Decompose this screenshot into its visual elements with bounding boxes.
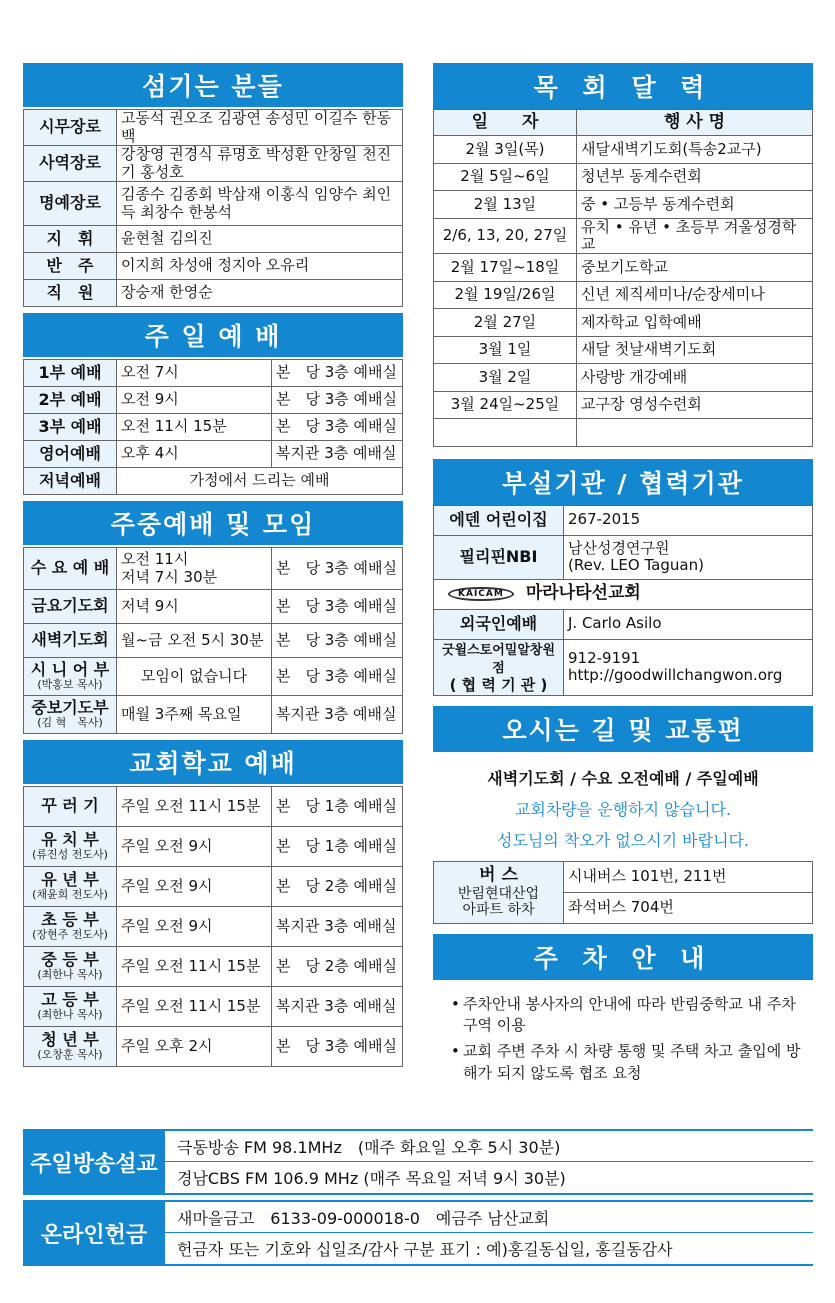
- calendar-event: 새달 첫날새벽기도회: [577, 336, 813, 364]
- sunday-place: 본 당 3층 예배실: [272, 414, 403, 441]
- school-place: 본 당 1층 예배실: [272, 787, 403, 827]
- directions-line3: 성도님의 착오가 없으시기 바랍니다.: [496, 830, 750, 850]
- school-time: 주일 오전 9시: [117, 907, 272, 947]
- calendar-event: 교구장 영성수련회: [577, 391, 813, 419]
- parking-list: [433, 980, 813, 1085]
- sunday-table: [23, 359, 403, 495]
- weekday-table: [23, 547, 403, 734]
- row-label: [434, 535, 564, 579]
- serving-names: 장숭재 한영순: [117, 280, 403, 307]
- row-label-sub: (최한나 목사): [37, 1008, 103, 1022]
- institution-value: 남산성경연구원 (Rev. LEO Taguan): [564, 535, 813, 579]
- row-label-sub: (류진성 전도사): [32, 848, 108, 862]
- row-label: [24, 548, 117, 590]
- table-row: [24, 441, 403, 468]
- parking-item: [451, 1041, 805, 1085]
- table-row: [24, 907, 403, 947]
- table-row: [434, 609, 813, 639]
- calendar-date: 2/6, 13, 20, 27일: [434, 218, 577, 254]
- offering-line2: 헌금자 또는 기호와 십일조/감사 구분 표기 : 예)홍길동십일, 홍길동감사: [177, 1240, 673, 1259]
- serving-names: 강창영 권경식 류명호 박성환 안창일 천진기 홍성호: [117, 146, 403, 182]
- row-label-text: 청 년 부: [41, 1029, 99, 1049]
- row-label-text: 시 니 어 부: [30, 659, 110, 679]
- table-row: [24, 987, 403, 1027]
- school-time: 주일 오전 9시: [117, 867, 272, 907]
- table-row: [24, 468, 403, 495]
- left-column: [23, 63, 403, 1067]
- row-label-sub: (채윤희 전도사): [32, 888, 108, 902]
- calendar-event: 중보기도학교: [577, 254, 813, 282]
- institutions-table: [433, 505, 813, 696]
- row-label: [24, 658, 117, 696]
- serving-header: 섬기는 분들: [23, 63, 403, 107]
- row-label: [24, 907, 117, 947]
- table-row: [24, 226, 403, 253]
- serving-names: 이지희 차성애 정지아 오유리: [117, 253, 403, 280]
- calendar-event: 사랑방 개강예배: [577, 364, 813, 392]
- row-label-sub: (김 혁 목사): [37, 716, 103, 730]
- bus2: 좌석버스 704번: [564, 892, 813, 923]
- school-time: 주일 오전 11시 15분: [117, 787, 272, 827]
- serving-names: 고동석 권오조 김광연 송성민 이길수 한동백: [117, 110, 403, 146]
- weekday-time: 오전 11시 저녁 7시 30분: [117, 548, 272, 590]
- sunday-evening-name: 저녁예배: [24, 468, 117, 495]
- bullet-icon: •: [451, 994, 460, 1013]
- institution-value: 912-9191 http://goodwillchangwon.org: [564, 639, 813, 695]
- table-row: [24, 360, 403, 387]
- sunday-name: 1부 예배: [24, 360, 117, 387]
- table-row: [434, 163, 813, 191]
- calendar-event: 신년 제직세미나/순장세미나: [577, 281, 813, 309]
- row-label-sub: (최한나 목사): [37, 968, 103, 982]
- serving-role: 반 주: [24, 253, 117, 280]
- calendar-col-date: 일 자: [434, 110, 577, 136]
- row-label: [24, 624, 117, 658]
- table-row: [434, 419, 813, 447]
- table-row: [434, 254, 813, 282]
- serving-names: 김종수 김종회 박삼재 이홍식 임양수 최인득 최창수 한봉석: [117, 182, 403, 226]
- calendar-date: 2월 27일: [434, 309, 577, 337]
- table-row: [24, 787, 403, 827]
- table-row: [434, 535, 813, 579]
- school-time: 주일 오전 9시: [117, 827, 272, 867]
- calendar-event: 제자학교 입학예배: [577, 309, 813, 337]
- school-place: 본 당 2층 예배실: [272, 867, 403, 907]
- bus-label-cell: [434, 861, 564, 923]
- row-label-text: 중 등 부: [41, 949, 99, 969]
- bus1: 시내버스 101번, 211번: [564, 861, 813, 892]
- calendar-date: 2월 5일~6일: [434, 163, 577, 191]
- serving-role: 직 원: [24, 280, 117, 307]
- row-label-sub: ( 협 력 기 관 ): [449, 676, 548, 695]
- calendar-date: 2월 3일(목): [434, 136, 577, 164]
- bullet-icon: •: [451, 1042, 460, 1061]
- table-row: [24, 280, 403, 307]
- row-label-text: 수 요 예 배: [30, 558, 110, 578]
- school-table: [23, 786, 403, 1067]
- row-label-text: 초 등 부: [41, 909, 99, 929]
- table-row: [434, 391, 813, 419]
- sunday-name: 3부 예배: [24, 414, 117, 441]
- row-label-text: 외국인예배: [459, 613, 538, 633]
- kaicam-row: [434, 579, 813, 609]
- row-label-text: 꾸 러 기: [41, 796, 99, 816]
- kaicam-name: 마라나타선교회: [525, 583, 641, 604]
- serving-role: 명예장로: [24, 182, 117, 226]
- table-row: [24, 947, 403, 987]
- parking-item-text: 주차안내 봉사자의 안내에 따라 반림중학교 내 주차구역 이용: [463, 994, 796, 1035]
- broadcast-line2: 경남CBS FM 106.9 MHz (매주 목요일 저녁 9시 30분): [177, 1169, 566, 1188]
- calendar-event: 중 • 고등부 동계수련회: [577, 191, 813, 219]
- sunday-time: 오전 7시: [117, 360, 272, 387]
- offering-label: 온라인헌금: [23, 1202, 165, 1264]
- calendar-date: 2월 13일: [434, 191, 577, 219]
- sunday-name: 2부 예배: [24, 387, 117, 414]
- sunday-time: 오전 9시: [117, 387, 272, 414]
- institutions-header: 부설기관 / 협력기관: [433, 459, 813, 505]
- calendar-date: 3월 1일: [434, 336, 577, 364]
- broadcast-label: 주일방송설교: [23, 1131, 165, 1193]
- calendar-event: 유치 • 유년 • 초등부 겨울성경학교: [577, 218, 813, 254]
- table-row: [24, 548, 403, 590]
- table-row: [24, 867, 403, 907]
- broadcast-line1: 극동방송 FM 98.1MHz (매주 화요일 오후 5시 30분): [165, 1131, 813, 1162]
- table-row: [434, 639, 813, 695]
- school-header: 교회학교 예배: [23, 740, 403, 784]
- kaicam-logo: KAICAM: [448, 587, 514, 601]
- table-row: [434, 218, 813, 254]
- row-label-text: 금요기도회: [31, 596, 109, 616]
- row-label: [434, 609, 564, 639]
- calendar-date: 3월 2일: [434, 364, 577, 392]
- table-row: [24, 414, 403, 441]
- row-label: [24, 696, 117, 734]
- school-time: 주일 오전 11시 15분: [117, 947, 272, 987]
- serving-role: 사역장로: [24, 146, 117, 182]
- table-row: [24, 658, 403, 696]
- table-row: [434, 364, 813, 392]
- row-label-text: 필리핀NBI: [459, 546, 538, 566]
- serving-table: [23, 109, 403, 307]
- row-label-sub: (오창훈 목사): [37, 1048, 103, 1062]
- weekday-place: 본 당 3층 예배실: [272, 624, 403, 658]
- table-row: [24, 827, 403, 867]
- parking-item-text: 교회 주변 주차 시 차량 통행 및 주택 차고 출입에 방해가 되지 않도록 협조 요청: [463, 1042, 801, 1082]
- broadcast-bar: [23, 1129, 813, 1195]
- directions-line1: 새벽기도회 / 수요 오전예배 / 주일예배: [487, 768, 759, 788]
- row-label: [434, 505, 564, 535]
- serving-names: 윤현철 김의진: [117, 226, 403, 253]
- row-label: [24, 867, 117, 907]
- bus-sub: 반림현대산업 아파트 하차: [457, 885, 540, 918]
- weekday-time: 모임이 없습니다: [117, 658, 272, 696]
- school-place: 본 당 3층 예배실: [272, 1027, 403, 1067]
- table-row: [434, 191, 813, 219]
- sunday-place: 본 당 3층 예배실: [272, 360, 403, 387]
- parking-header: 주 차 안 내: [433, 934, 813, 980]
- table-row: [24, 182, 403, 226]
- directions-line2: 교회차량을 운행하지 않습니다.: [514, 799, 732, 819]
- serving-role: 시무장로: [24, 110, 117, 146]
- row-label: [24, 1027, 117, 1067]
- directions-header: 오시는 길 및 교통편: [433, 706, 813, 752]
- weekday-place: 본 당 3층 예배실: [272, 658, 403, 696]
- sunday-header: 주 일 예 배: [23, 313, 403, 357]
- calendar-event: 새달새벽기도회(특송2교구): [577, 136, 813, 164]
- table-row: [24, 387, 403, 414]
- bus-table: [433, 861, 813, 924]
- calendar-event: 청년부 동계수련회: [577, 163, 813, 191]
- weekday-place: 본 당 3층 예배실: [272, 590, 403, 624]
- weekday-header: 주중예배 및 모임: [23, 501, 403, 545]
- table-row: [434, 579, 813, 609]
- row-label: [24, 827, 117, 867]
- weekday-time: 매월 3주째 목요일: [117, 696, 272, 734]
- row-label-text: 유 치 부: [41, 829, 99, 849]
- weekday-time: 월~금 오전 5시 30분: [117, 624, 272, 658]
- weekday-place: 복지관 3층 예배실: [272, 696, 403, 734]
- school-place: 본 당 1층 예배실: [272, 827, 403, 867]
- offering-bar: [23, 1200, 813, 1266]
- school-time: 주일 오후 2시: [117, 1027, 272, 1067]
- weekday-place: 본 당 3층 예배실: [272, 548, 403, 590]
- row-label: [24, 987, 117, 1027]
- offering-line1: 새마을금고 6133-09-000018-0 예금주 남산교회: [165, 1202, 813, 1233]
- sunday-time: 오전 11시 15분: [117, 414, 272, 441]
- calendar-date: [434, 419, 577, 447]
- row-label-sub: (장현주 전도사): [32, 928, 108, 942]
- row-label-text: 고 등 부: [41, 989, 99, 1009]
- bus-label: 버 스: [479, 865, 518, 886]
- calendar-event: [577, 419, 813, 447]
- row-label: [24, 947, 117, 987]
- row-label: [24, 590, 117, 624]
- table-row: [434, 309, 813, 337]
- table-row: [24, 253, 403, 280]
- row-label-text: 굿윌스토어밀알창원점: [441, 642, 556, 677]
- sunday-time: 오후 4시: [117, 441, 272, 468]
- row-label-text: 새벽기도회: [31, 630, 109, 650]
- right-column: [433, 63, 813, 1089]
- table-row: [434, 136, 813, 164]
- table-row: [434, 336, 813, 364]
- calendar-header: 목 회 달 력: [433, 63, 813, 109]
- school-place: 복지관 3층 예배실: [272, 987, 403, 1027]
- table-row: [24, 146, 403, 182]
- directions-text: [433, 752, 813, 861]
- row-label: [24, 787, 117, 827]
- table-row: [434, 281, 813, 309]
- calendar-col-event: 행 사 명: [577, 110, 813, 136]
- row-label-text: 에덴 어린이집: [449, 509, 548, 529]
- table-row: [24, 624, 403, 658]
- sunday-place: 복지관 3층 예배실: [272, 441, 403, 468]
- sunday-evening-desc: 가정에서 드리는 예배: [117, 468, 403, 495]
- serving-role: 지 휘: [24, 226, 117, 253]
- table-row: [24, 696, 403, 734]
- table-row: [24, 110, 403, 146]
- row-label: [434, 639, 564, 695]
- sunday-name: 영어예배: [24, 441, 117, 468]
- weekday-time: 저녁 9시: [117, 590, 272, 624]
- row-label-sub: (박홍보 목사): [37, 678, 103, 692]
- school-time: 주일 오전 11시 15분: [117, 987, 272, 1027]
- institution-value: J. Carlo Asilo: [564, 609, 813, 639]
- table-row: [434, 505, 813, 535]
- row-label-text: 중보기도부: [31, 697, 109, 717]
- parking-item: [451, 994, 805, 1038]
- calendar-date: 2월 17일~18일: [434, 254, 577, 282]
- school-place: 본 당 2층 예배실: [272, 947, 403, 987]
- school-place: 복지관 3층 예배실: [272, 907, 403, 947]
- table-row: [24, 590, 403, 624]
- table-row: [24, 1027, 403, 1067]
- row-label-text: 유 년 부: [41, 869, 99, 889]
- calendar-date: 3월 24일~25일: [434, 391, 577, 419]
- sunday-place: 본 당 3층 예배실: [272, 387, 403, 414]
- calendar-table: [433, 109, 813, 447]
- institution-value: 267-2015: [564, 505, 813, 535]
- calendar-date: 2월 19일/26일: [434, 281, 577, 309]
